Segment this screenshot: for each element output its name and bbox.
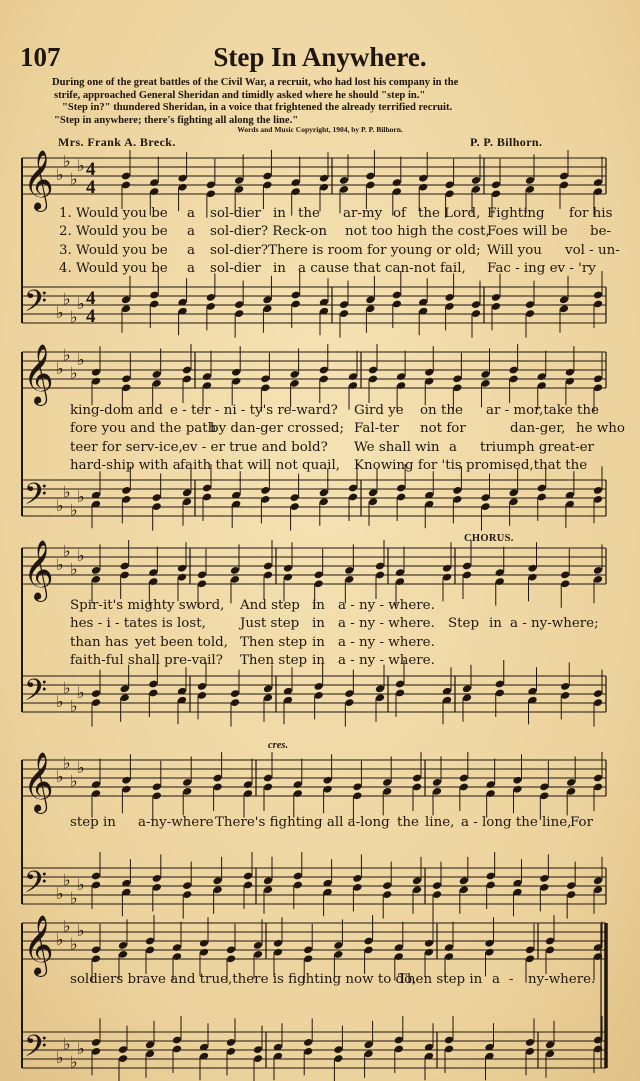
lyric-syllables: Knowing for 'tis promised,that the [354,457,588,473]
time-signature-top: 4 [86,159,96,180]
lyric-syllables: Will you [487,242,542,258]
time-signature-top: 4 [86,288,96,309]
lyric-syllables: soldiers brave and true,there is fighting now to do, [70,972,417,987]
flat-icon: ♭ [77,683,85,702]
lyric-syllables: on the [420,403,463,418]
lyric-syllables: in [489,616,502,632]
lyric-syllables: in [312,598,325,613]
flat-icon: ♭ [70,169,78,189]
lyric-syllables: a - long the line, [461,815,572,830]
flat-icon: ♭ [56,1048,64,1067]
lyric-line [0,261,640,281]
flat-icon: ♭ [77,546,85,565]
flat-icon: ♭ [77,350,85,369]
hymn-title: Step In Anywhere. [213,42,427,72]
flat-icon: ♭ [70,559,78,579]
flat-icon: ♭ [63,678,71,698]
flat-icon: ♭ [70,363,78,383]
bass-clef-icon: 𝄢 [24,478,48,519]
lyric-syllables: dan-ger, [510,421,566,437]
flat-icon: ♭ [77,875,85,894]
lyric-syllables: We shall win [354,439,440,455]
flat-icon: ♭ [56,496,64,515]
flat-icon: ♭ [77,156,85,175]
lyric-syllables: Gird ye [354,403,404,418]
flat-icon: ♭ [63,870,71,890]
flat-icon: ♭ [70,1052,78,1072]
lyric-syllables: sol-dier? Reck-on [210,224,327,240]
lyric-line [0,206,640,226]
lyric-syllables: Fal-ter [354,421,399,437]
flat-icon: ♭ [77,1039,85,1058]
lyric-syllables: in [273,260,286,276]
lyric-syllables: vol - un- [565,242,620,258]
flat-icon: ♭ [56,692,64,711]
lyric-syllables: fore you and the path [70,421,217,437]
lyric-syllables: he who [576,421,625,437]
lyric-syllables: for his [569,206,613,221]
flat-icon: ♭ [77,487,85,506]
time-signature-bottom: 4 [86,177,96,198]
treble-clef-icon: 𝄞 [23,540,54,600]
flat-icon: ♭ [70,771,78,791]
lyric-syllables: by dan-ger crossed; [210,421,344,437]
bass-clef-icon: 𝄢 [24,674,48,715]
lyric-syllables: Fighting [487,206,545,221]
lyric-line [0,421,640,441]
flat-icon: ♭ [56,359,64,378]
lyric-line [0,458,640,478]
lyric-syllables: Fac - ing ev - 'ry [487,260,596,276]
lyric-syllables: - [509,972,514,987]
lyric-syllables: faith that will not quail, [180,457,341,473]
lyric-syllables: a [187,242,195,258]
lyric-syllables: a [187,206,195,221]
flat-icon: ♭ [77,921,85,940]
bass-clef-icon: 𝄢 [24,866,48,907]
lyric-syllables: a [449,439,457,455]
lyric-syllables: And step [240,598,300,613]
lyric-syllables: a - ny - where. [338,616,435,632]
composer-credit: P. P. Bilhorn. [470,135,543,149]
lyric-syllables: a [492,972,500,987]
lyric-syllables: ar - mor,take the [486,403,599,418]
lyricist-credit: Mrs. Frank A. Breck. [58,135,176,149]
lyric-line [0,224,640,244]
flat-icon: ♭ [77,758,85,777]
lyric-syllables: a [187,224,195,240]
lyric-syllables: than has [70,634,129,650]
lyric-syllables: in [312,652,325,668]
time-signature-bottom: 4 [86,306,96,327]
lyric-syllables: a cause that can-not fail, [298,260,466,276]
lyric-syllables: sol-dier [210,260,261,276]
lyric-syllables: step in [70,815,116,830]
lyric-syllables: yet been told, [135,634,228,650]
lyric-syllables: a - ny - where. [338,652,435,668]
lyric-syllables: ev - er true and bold? [182,439,328,455]
treble-clef-icon: 𝄞 [23,752,54,812]
flat-icon: ♭ [63,753,71,773]
lyric-syllables: Then step in [398,972,483,987]
hymn-number: 107 [20,42,61,72]
lyric-line [0,243,640,263]
lyric-line [0,653,640,673]
lyric-line [0,972,640,992]
chorus-marking: CHORUS. [464,533,514,544]
lyric-syllables: triumph great-er [480,439,594,455]
lyric-syllables: Then step [240,652,308,668]
lyric-syllables: in [312,634,325,650]
lyric-syllables: There's fighting all a-long [215,815,390,830]
lyric-syllables: be- [590,224,612,240]
lyric-syllables: Foes will be [487,224,568,240]
copyright-notice: Words and Music Copyright, 1904, by P. P. Bilhorn. [237,125,403,134]
lyric-syllables: not for [420,421,466,437]
story-line: "Step in?" thundered Sheridan, in a voice that frightened the already terrified recruit. [62,102,453,113]
lyric-syllables: king-dom and [70,403,163,418]
lyric-syllables: a - ny - where. [338,634,435,650]
lyric-syllables: in [273,206,286,221]
lyric-syllables: the [298,206,320,221]
lyric-line [0,598,640,618]
flat-icon: ♭ [77,294,85,313]
lyric-syllables: ar-my [343,206,383,221]
lyric-syllables: a [187,260,195,276]
lyric-syllables: Then step [240,634,308,650]
lyric-syllables: not too high the cost, [345,224,490,240]
lyric-syllables: ny-where. [528,972,596,987]
flat-icon: ♭ [70,934,78,954]
lyric-line [0,616,640,636]
lyric-syllables: hard-ship with a [70,457,181,473]
treble-clef-icon: 𝄞 [23,915,54,975]
flat-icon: ♭ [70,888,78,908]
flat-icon: ♭ [63,1034,71,1054]
flat-icon: ♭ [70,307,78,327]
lyric-syllables: 4. Would you be [59,260,168,276]
flat-icon: ♭ [56,884,64,903]
lyric-syllables: e - ter - ni - ty's re-ward? [170,403,338,418]
lyric-syllables: a-ny-where [138,815,214,830]
flat-icon: ♭ [56,303,64,322]
flat-icon: ♭ [63,482,71,502]
lyric-syllables: sol-dier [210,206,261,221]
bass-clef-icon: 𝄢 [24,285,48,326]
flat-icon: ♭ [63,916,71,936]
flat-icon: ♭ [70,500,78,520]
lyric-syllables: faith-ful shall pre-vail? [70,652,223,668]
crescendo-marking: cres. [268,740,289,751]
lyric-syllables: Just step [240,616,300,632]
flat-icon: ♭ [70,696,78,716]
flat-icon: ♭ [63,345,71,365]
flat-icon: ♭ [56,767,64,786]
flat-icon: ♭ [56,165,64,184]
lyric-syllables: line, [425,815,455,830]
lyric-syllables: a - ny-where; [510,616,599,632]
flat-icon: ♭ [63,541,71,561]
story-line: During one of the great battles of the Civil War, a recruit, who had lost his company in the [52,77,459,88]
lyric-syllables: For [570,815,594,830]
lyric-syllables: Spir-it's mighty sword, [70,598,225,613]
flat-icon: ♭ [63,151,71,171]
lyric-syllables: Step [448,616,480,632]
flat-icon: ♭ [63,289,71,309]
story-line: "Step in anywhere; there's fighting all along the line." [54,114,299,126]
lyric-line [0,403,640,423]
lyric-syllables: 1. Would you be [59,206,168,221]
lyric-syllables: the Lord, [418,206,481,221]
flat-icon: ♭ [56,555,64,574]
lyric-syllables: 3. Would you be [59,242,168,258]
lyric-line [0,440,640,460]
lyric-syllables: hes - i - tates is lost, [70,616,206,632]
lyric-syllables: 2. Would you be [59,224,168,240]
treble-clef-icon: 𝄞 [23,344,54,404]
lyric-line [0,815,640,835]
lyric-line [0,635,640,655]
lyric-syllables: teer for serv-ice, [70,439,183,455]
lyric-syllables: a - ny - where. [338,598,435,613]
story-line: strife, approached General Sheridan and timidly asked where he should "step in." [54,89,426,101]
lyric-syllables: of [393,206,407,221]
flat-icon: ♭ [56,930,64,949]
lyric-syllables: the [397,815,419,830]
bass-clef-icon: 𝄢 [24,1030,48,1071]
treble-clef-icon: 𝄞 [23,150,54,210]
lyric-syllables: sol-dier?There is room for young or old; [210,242,481,258]
lyric-syllables: in [312,616,325,632]
